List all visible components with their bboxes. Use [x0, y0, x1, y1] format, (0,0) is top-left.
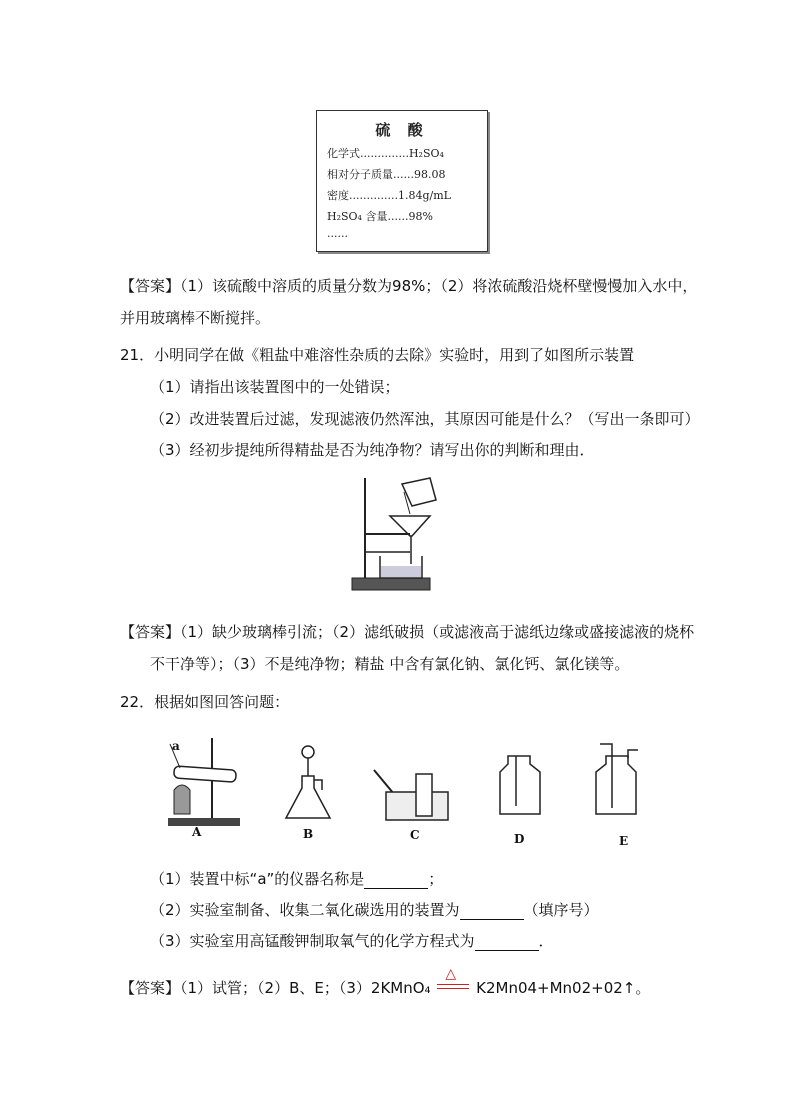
figure-label-a: a	[172, 739, 180, 753]
question-22-part-3	[150, 931, 554, 951]
filtration-apparatus-figure	[350, 474, 440, 596]
answer-22	[120, 966, 651, 998]
figure-label-E: E	[619, 834, 629, 848]
heat-symbol: △	[445, 966, 457, 982]
apparatus-e	[596, 744, 638, 814]
figure-label-D: D	[514, 832, 525, 846]
label-row-molar-mass: 相对分子质量......98.08	[327, 168, 446, 181]
q22-p1-text: （1）装置中标“a”的仪器名称是	[150, 870, 365, 888]
gas-apparatus-figure	[160, 730, 640, 852]
question-22-part-2	[150, 900, 599, 920]
question-21-part-2: （2）改进装置后过滤，发现滤液仍然浑浊，其原因可能是什么？（写出一条即可）	[150, 410, 700, 428]
answer-20-line-2: 并用玻璃棒不断搅拌。	[120, 309, 271, 327]
question-21-part-1: （1）请指出该装置图中的一处错误；	[150, 378, 400, 396]
q22-p1-blank	[364, 874, 428, 889]
apparatus-c	[374, 770, 448, 820]
answer-22-pre: 【答案】（1）试管；（2）B、E；（3）2KMnO₄	[120, 979, 431, 997]
q22-p3-post: ．	[538, 932, 554, 950]
label-title: 硫 酸	[375, 121, 429, 139]
q22-p1-post: ；	[428, 870, 444, 888]
figure-label-C: C	[410, 828, 420, 842]
q22-p2-text: （2）实验室制备、收集二氧化碳选用的装置为	[150, 901, 460, 919]
answer-20-line-1: 【答案】（1）该硫酸中溶质的质量分数为98%；（2）将浓硫酸沿烧杯壁慢慢加入水中，	[120, 277, 698, 295]
q22-p2-blank	[460, 905, 524, 920]
answer-21-line-2: 不干净等）；（3）不是纯净物；精盐 中含有氯化钠、氯化钙、氯化镁等。	[150, 655, 630, 673]
answer-21-line-1: 【答案】（1）缺少玻璃棒引流；（2）滤纸破损（或滤液高于滤纸边缘或盛接滤液的烧杯	[120, 623, 695, 641]
answer-22-post: K2Mn04+Mn02+02↑。	[476, 979, 651, 997]
question-22-stem: 22．根据如图回答问题：	[120, 693, 290, 711]
q22-p2-post: （填序号）	[523, 901, 599, 919]
equation-line-bottom	[437, 988, 469, 989]
label-row-density: 密度..............1.84g/mL	[327, 189, 451, 202]
reaction-condition	[435, 966, 471, 998]
question-22-part-1	[150, 869, 443, 889]
question-21-part-3: （3）经初步提纯所得精盐是否为纯净物？请写出你的判断和理由．	[150, 441, 595, 459]
label-row-formula: 化学式..............H₂SO₄	[327, 147, 444, 160]
q22-p3-blank	[475, 936, 539, 951]
figure-label-A: A	[192, 825, 202, 839]
q22-p3-text: （3）实验室用高锰酸钾制取氧气的化学方程式为	[150, 932, 475, 950]
apparatus-b	[286, 746, 330, 818]
label-row-ellipsis: ......	[327, 227, 348, 240]
question-21-stem: 21．小明同学在做《粗盐中难溶性杂质的去除》实验时，用到了如图所示装置	[120, 346, 635, 364]
label-row-content: H₂SO₄ 含量......98%	[327, 210, 433, 223]
sulfuric-acid-label	[316, 110, 488, 252]
equation-line-top	[437, 984, 469, 985]
apparatus-d	[500, 756, 540, 814]
figure-label-B: B	[303, 827, 314, 841]
